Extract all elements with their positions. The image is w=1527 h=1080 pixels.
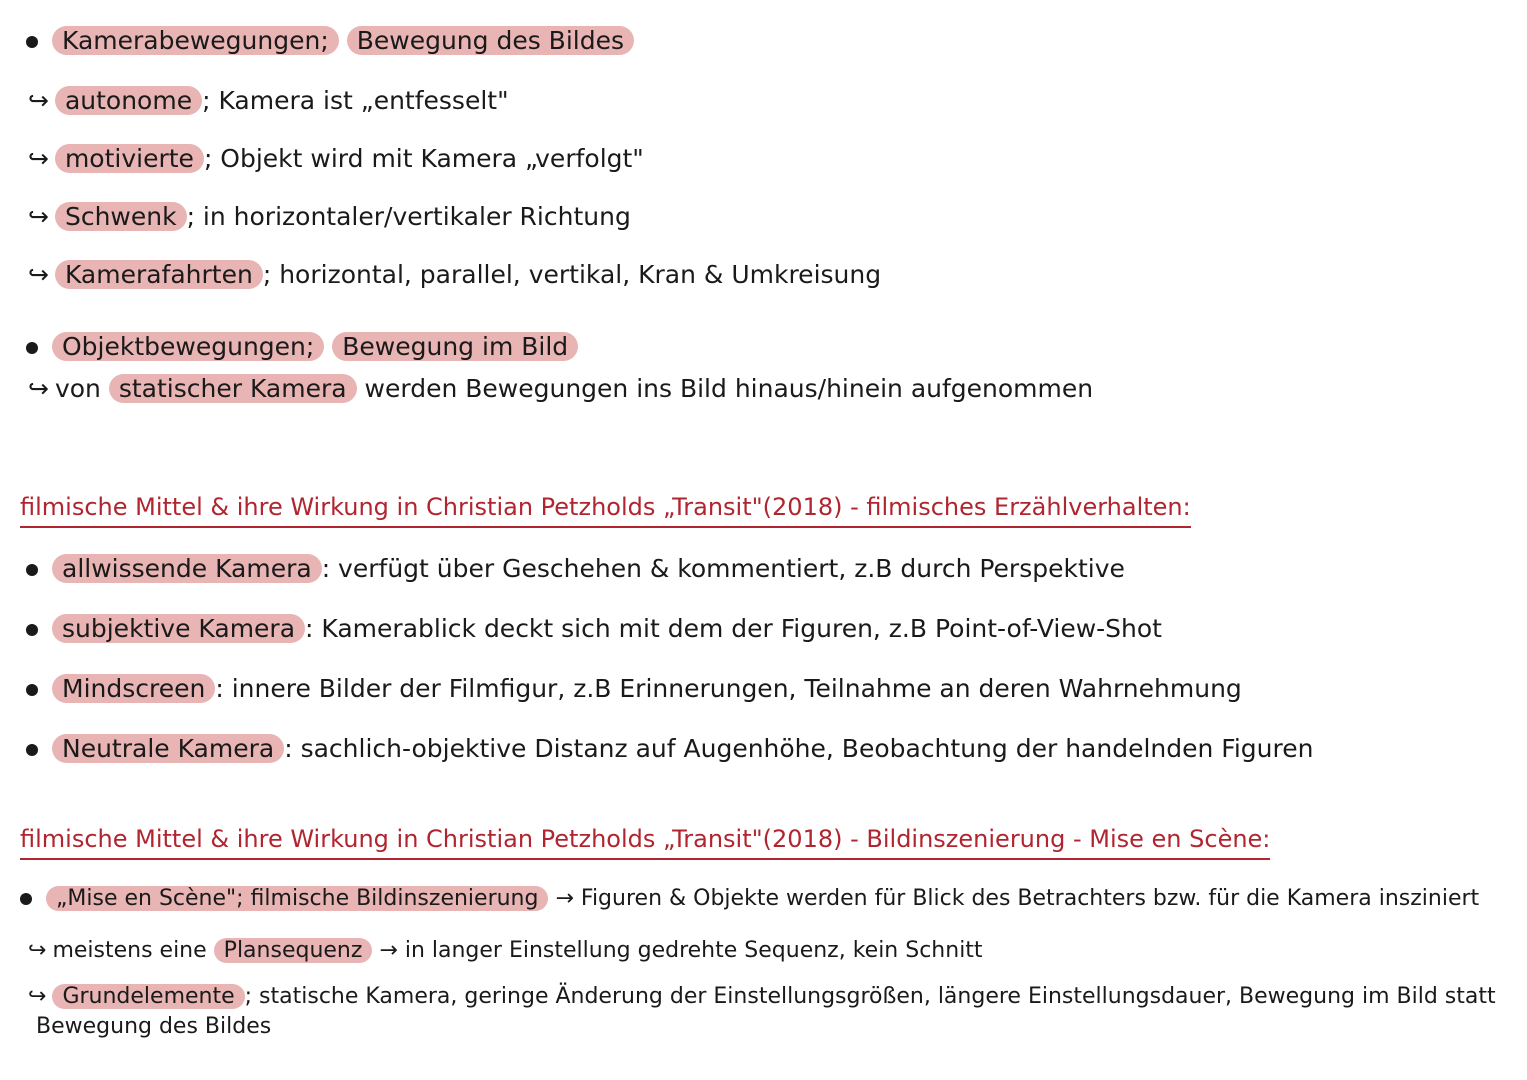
item-mise-en-scene [20,882,1479,916]
term-kamerabewegungen: Kamerabewegungen; [52,26,339,55]
bullet-kamerabewegungen [26,24,634,58]
term-schwenk: Schwenk [55,202,187,231]
bullet-dot-icon [26,744,38,756]
bullet-dot-icon [20,893,32,905]
term-mise-en-scene: „Mise en Scène"; filmische Bildinszenierung [46,886,548,911]
bullet-dot-icon [26,564,38,576]
term-neutrale-kamera: Neutrale Kamera [52,734,284,763]
heading-bildinszenierung: filmische Mittel & ihre Wirkung in Christian Petzholds „Transit"(2018) - Bildinszenierung - Mise en Scène: [20,822,1270,860]
desc-mise-en-scene: → Figuren & Objekte werden für Blick des Betrachters bzw. für die Kamera insziniert [555,886,1480,911]
hook-arrow-icon: ↪ [28,202,49,231]
item-mindscreen [26,672,1242,706]
desc-allwissende-kamera: : verfügt über Geschehen & kommentiert, z.B durch Perspektive [321,554,1125,583]
item-allwissende-kamera [26,552,1125,586]
desc-kamerafahrten: ; horizontal, parallel, vertikal, Kran & Umkreisung [262,260,882,289]
sub-statische-kamera [28,372,1093,406]
sub-kamerafahrten [28,258,881,292]
bullet-objektbewegungen [26,330,578,364]
sub-autonome [28,84,509,118]
hook-arrow-icon: ↪ [28,374,49,403]
hook-arrow-icon: ↪ [28,260,49,289]
term-statische-kamera: statischer Kamera [109,374,357,403]
term-kamerafahrten: Kamerafahrten [55,260,263,289]
term-autonome: autonome [55,86,202,115]
hook-arrow-icon: ↪ [28,86,49,115]
desc-neutrale-kamera: : sachlich-objektive Distanz auf Augenhöhe, Beobachtung der handelnden Figuren [284,734,1314,763]
pre-plansequenz: meistens eine [52,938,207,963]
term-plansequenz: Plansequenz [214,938,373,963]
desc-schwenk: ; in horizontaler/vertikaler Richtung [186,202,631,231]
desc-subjektive-kamera: : Kamerablick deckt sich mit dem der Figuren, z.B Point-of-View-Shot [305,614,1162,643]
bullet-dot-icon [26,36,38,48]
term-objektbewegungen: Objektbewegungen; [52,332,324,361]
term-motivierte: motivierte [55,144,204,173]
bullet-dot-icon [26,342,38,354]
sub-schwenk [28,200,631,234]
desc-mindscreen: : innere Bilder der Filmfigur, z.B Erinnerungen, Teilnahme an deren Wahrnehmung [215,674,1242,703]
desc-autonome: ; Kamera ist „entfesselt" [202,86,509,115]
item-subjektive-kamera [26,612,1162,646]
sub-grundelemente [28,980,1496,1014]
desc-plansequenz: → in langer Einstellung gedrehte Sequenz, kein Schnitt [379,938,983,963]
desc-kamerabewegungen: Bewegung des Bildes [347,26,634,55]
item-neutrale-kamera [26,732,1313,766]
sub-grundelemente-cont [36,1010,271,1044]
desc-grundelemente-cont: Bewegung des Bildes [36,1014,272,1039]
term-grundelemente: Grundelemente [52,984,244,1009]
bullet-dot-icon [26,684,38,696]
heading-erzaehlverhalten: filmische Mittel & ihre Wirkung in Christian Petzholds „Transit"(2018) - filmisches Erzählverhalten: [20,490,1191,528]
desc-motivierte: ; Objekt wird mit Kamera „verfolgt" [203,144,644,173]
sub-motivierte [28,142,644,176]
term-subjektive-kamera: subjektive Kamera [52,614,305,643]
desc-grundelemente: ; statische Kamera, geringe Änderung der Einstellungsgrößen, längere Einstellungsdauer, Bewegung im Bild statt [244,984,1496,1009]
term-mindscreen: Mindscreen [52,674,215,703]
hook-arrow-icon: ↪ [28,144,49,173]
hook-arrow-icon: ↪ [28,938,47,963]
hook-arrow-icon: ↪ [28,984,47,1009]
term-allwissende-kamera: allwissende Kamera [52,554,322,583]
desc-statische-kamera: werden Bewegungen ins Bild hinaus/hinein aufgenommen [364,374,1094,403]
sub-plansequenz [28,934,983,968]
bullet-dot-icon [26,624,38,636]
pre-statische-kamera: von [54,374,101,403]
desc-objektbewegungen: Bewegung im Bild [332,332,578,361]
